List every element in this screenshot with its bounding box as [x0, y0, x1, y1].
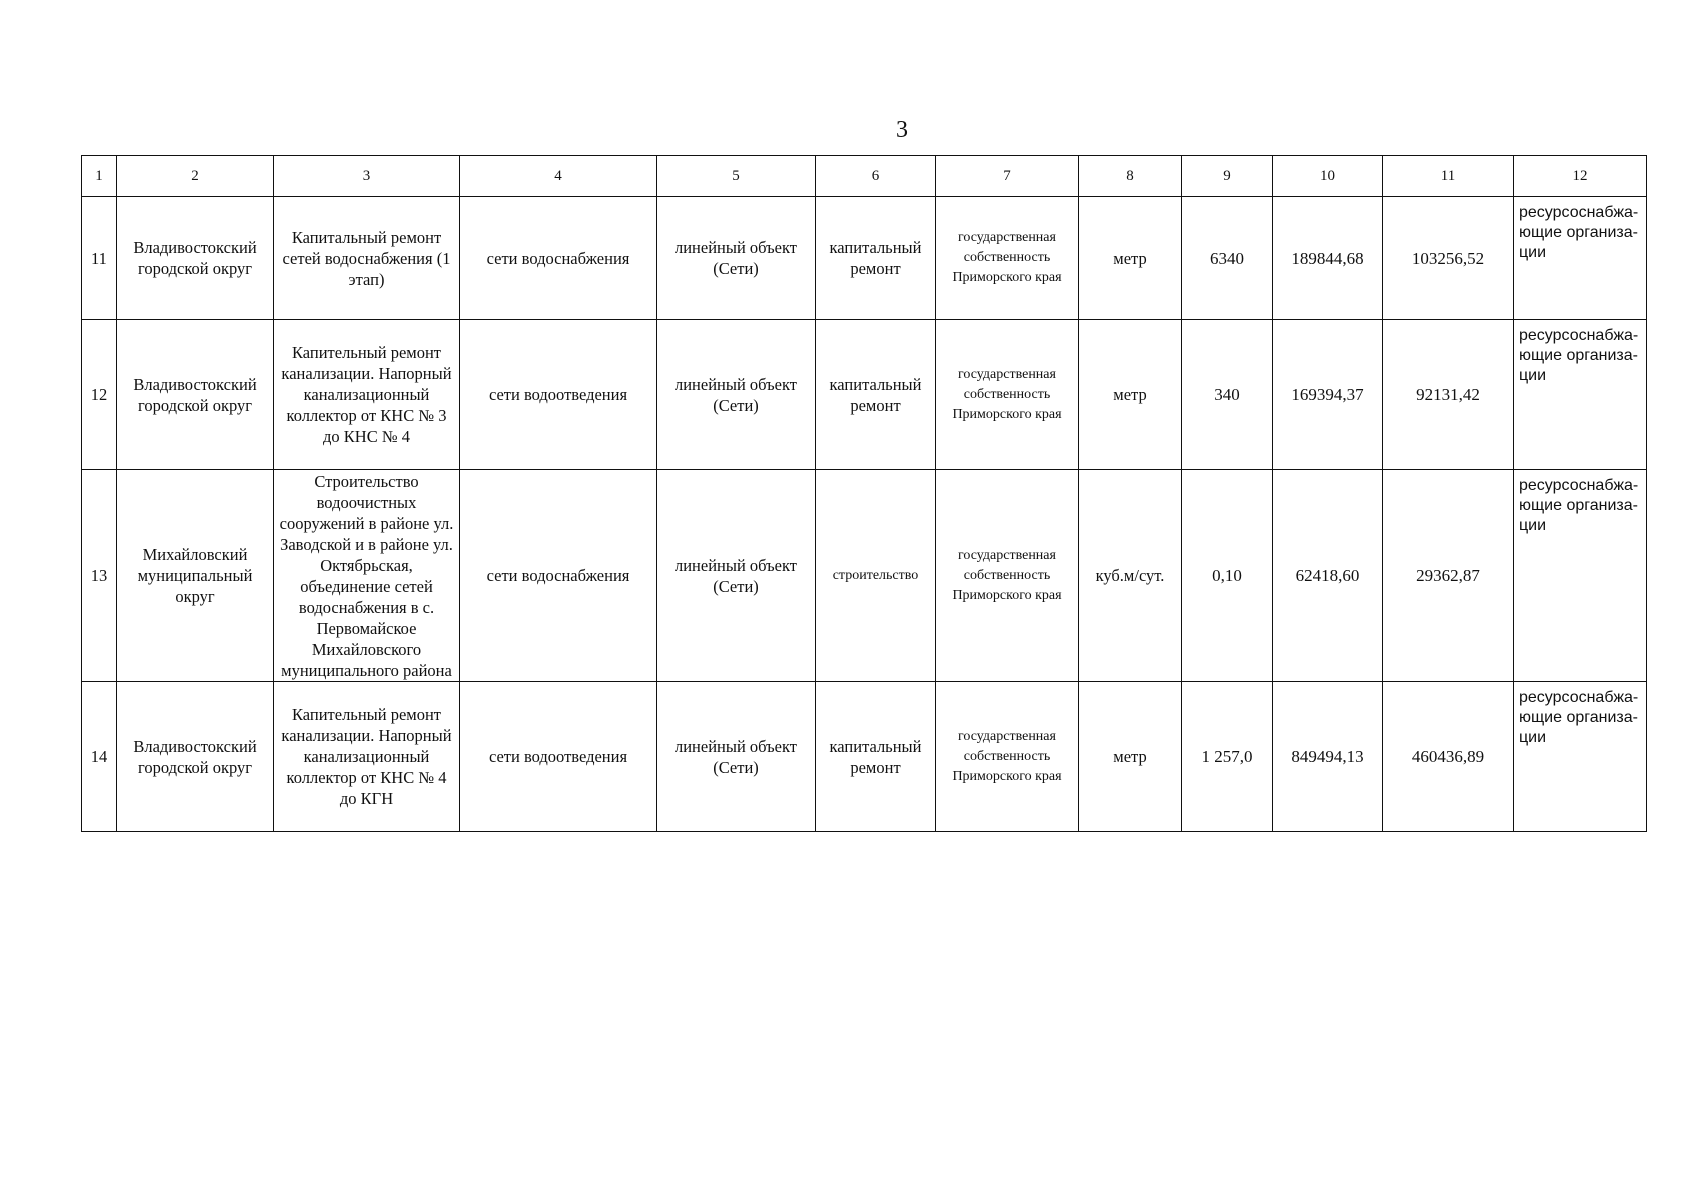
municipality-cell: Владивостокский городской округ — [117, 320, 274, 470]
work-type-cell: строительство — [816, 470, 936, 682]
row-number: 14 — [82, 682, 117, 832]
table-row — [82, 197, 1647, 320]
cost-total-cell: 169394,37 — [1273, 320, 1383, 470]
objects-table — [81, 155, 1647, 832]
cost-total-cell: 189844,68 — [1273, 197, 1383, 320]
network-type-cell: сети водоснабжения — [460, 470, 657, 682]
ownership-cell: государственная собственность Приморского края — [936, 197, 1079, 320]
ownership-cell: государственная собственность Приморского края — [936, 320, 1079, 470]
object-name-cell: Капительный ремонт канализации. Напорный канализационный коллектор от КНС № 4 до КГН — [274, 682, 460, 832]
municipality-cell: Владивостокский городской округ — [117, 682, 274, 832]
network-type-cell: сети водоотведения — [460, 320, 657, 470]
object-name-cell: Строительство водоочистных сооружений в районе ул. Заводской и в районе ул. Октябрьская, объединение сетей водоснабжения в с. Первомайское Михайловского муниципального района — [274, 470, 460, 682]
network-type-cell: сети водоснабжения — [460, 197, 657, 320]
cost-part-cell: 103256,52 — [1383, 197, 1514, 320]
column-header: 6 — [816, 156, 936, 197]
row-number: 13 — [82, 470, 117, 682]
cost-part-cell: 29362,87 — [1383, 470, 1514, 682]
executor-cell: ресурсоснабжа-ющие организа-ции — [1514, 470, 1647, 682]
work-type-cell: капитальный ремонт — [816, 197, 936, 320]
executor-cell: ресурсоснабжа-ющие организа-ции — [1514, 320, 1647, 470]
unit-cell: метр — [1079, 682, 1182, 832]
column-header: 9 — [1182, 156, 1273, 197]
ownership-cell: государственная собственность Приморского края — [936, 682, 1079, 832]
cost-total-cell: 849494,13 — [1273, 682, 1383, 832]
executor-cell: ресурсоснабжа-ющие организа-ции — [1514, 682, 1647, 832]
column-header: 3 — [274, 156, 460, 197]
table-row — [82, 682, 1647, 832]
unit-cell: метр — [1079, 197, 1182, 320]
unit-cell: куб.м/сут. — [1079, 470, 1182, 682]
column-header: 1 — [82, 156, 117, 197]
column-header: 8 — [1079, 156, 1182, 197]
capacity-cell: 6340 — [1182, 197, 1273, 320]
object-type-cell: линейный объект (Сети) — [657, 682, 816, 832]
object-name-cell: Капительный ремонт канализации. Напорный канализационный коллектор от КНС № 3 до КНС № 4 — [274, 320, 460, 470]
ownership-cell: государственная собственность Приморского края — [936, 470, 1079, 682]
cost-part-cell: 460436,89 — [1383, 682, 1514, 832]
executor-cell: ресурсоснабжа-ющие организа-ции — [1514, 197, 1647, 320]
cost-part-cell: 92131,42 — [1383, 320, 1514, 470]
row-number: 11 — [82, 197, 117, 320]
table-row — [82, 320, 1647, 470]
page-number: 3 — [896, 117, 908, 143]
capacity-cell: 0,10 — [1182, 470, 1273, 682]
object-type-cell: линейный объект (Сети) — [657, 197, 816, 320]
table-row — [82, 470, 1647, 682]
unit-cell: метр — [1079, 320, 1182, 470]
object-type-cell: линейный объект (Сети) — [657, 320, 816, 470]
table-header-row — [82, 156, 1647, 197]
row-number: 12 — [82, 320, 117, 470]
column-header: 10 — [1273, 156, 1383, 197]
column-header: 5 — [657, 156, 816, 197]
municipality-cell: Владивостокский городской округ — [117, 197, 274, 320]
object-type-cell: линейный объект (Сети) — [657, 470, 816, 682]
column-header: 11 — [1383, 156, 1514, 197]
column-header: 2 — [117, 156, 274, 197]
network-type-cell: сети водоотведения — [460, 682, 657, 832]
municipality-cell: Михайловский муниципальный округ — [117, 470, 274, 682]
cost-total-cell: 62418,60 — [1273, 470, 1383, 682]
object-name-cell: Капитальный ремонт сетей водоснабжения (1 этап) — [274, 197, 460, 320]
work-type-cell: капитальный ремонт — [816, 320, 936, 470]
capacity-cell: 340 — [1182, 320, 1273, 470]
column-header: 4 — [460, 156, 657, 197]
work-type-cell: капитальный ремонт — [816, 682, 936, 832]
capacity-cell: 1 257,0 — [1182, 682, 1273, 832]
column-header: 7 — [936, 156, 1079, 197]
column-header: 12 — [1514, 156, 1647, 197]
